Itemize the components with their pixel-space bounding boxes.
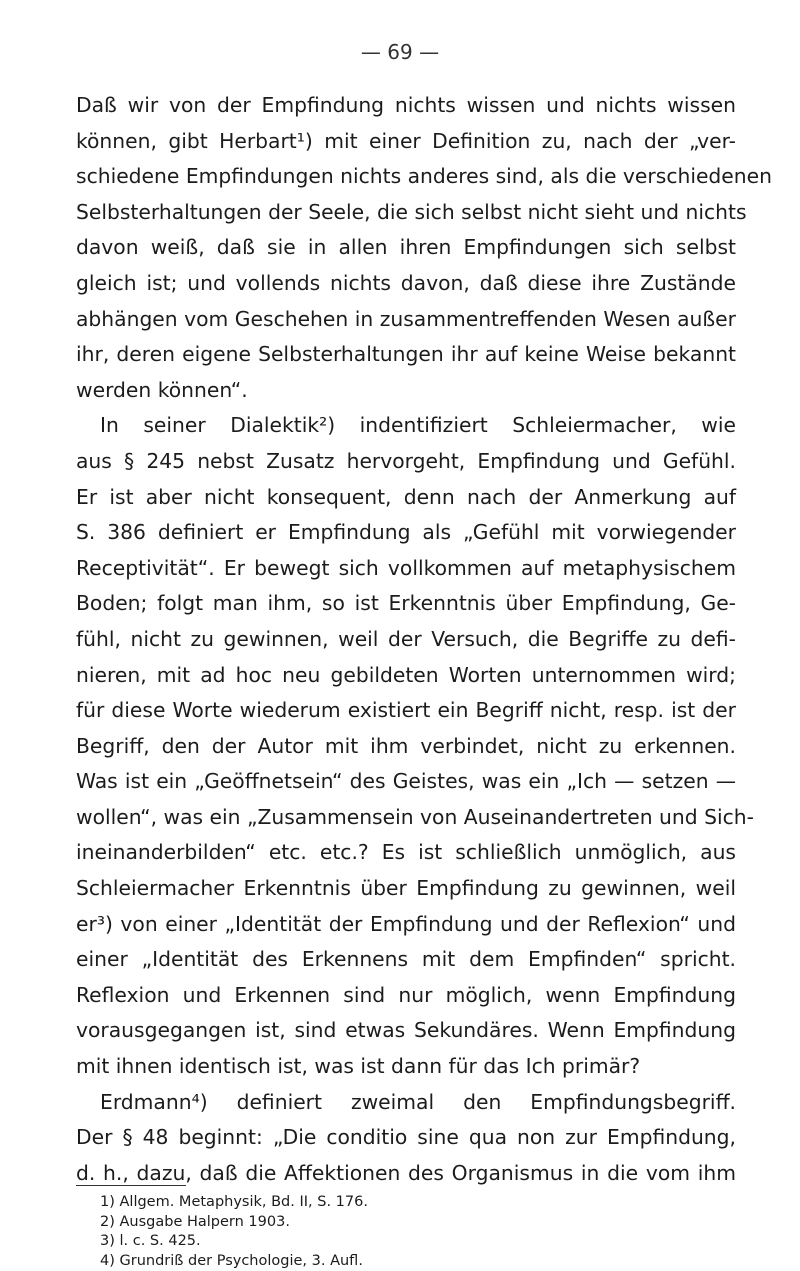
text-line: S. 386 definiert er Empfindung als „Gefühl mit vorwiegender — [76, 515, 736, 551]
body-text — [76, 88, 736, 1191]
text-line: davon weiß, daß sie in allen ihren Empfindungen sich selbst — [76, 230, 736, 266]
text-line: schiedene Empfindungen nichts anderes sind, als die verschiedenen — [76, 159, 736, 195]
text-line: ihr, deren eigene Selbsterhaltungen ihr auf keine Weise bekannt — [76, 337, 736, 373]
text-line: Was ist ein „Geöffnetsein“ des Geistes, was ein „Ich — setzen — — [76, 764, 736, 800]
text-line: Er ist aber nicht konsequent, denn nach der Anmerkung auf — [76, 480, 736, 516]
footnote-divider — [76, 1185, 186, 1186]
text-line: aus § 245 nebst Zusatz hervorgeht, Empfindung und Gefühl. — [76, 444, 736, 480]
text-line: d. h., dazu, daß die Affektionen des Organismus in die vom ihm — [76, 1156, 736, 1192]
text-line: Der § 48 beginnt: „Die conditio sine qua non zur Empfindung, — [76, 1120, 736, 1156]
text-line: Begriff, den der Autor mit ihm verbindet, nicht zu erkennen. — [76, 729, 736, 765]
page-number: — 69 — — [0, 40, 800, 64]
text-line: Boden; folgt man ihm, so ist Erkenntnis über Empfindung, Ge- — [76, 586, 736, 622]
text-line: Daß wir von der Empfindung nichts wissen und nichts wissen — [76, 88, 736, 124]
text-line: gleich ist; und vollends nichts davon, daß diese ihre Zustände — [76, 266, 736, 302]
text-line: einer „Identität des Erkennens mit dem Empfinden“ spricht. — [76, 942, 736, 978]
text-line: ineinanderbilden“ etc. etc.? Es ist schließlich unmöglich, aus — [76, 835, 736, 871]
footnote: 3) l. c. S. 425. — [100, 1232, 368, 1252]
footnotes — [100, 1193, 368, 1271]
text-line: werden können“. — [76, 373, 736, 409]
text-line: In seiner Dialektik²) indentifiziert Schleiermacher, wie — [76, 408, 736, 444]
text-line: er³) von einer „Identität der Empfindung und der Reflexion“ und — [76, 907, 736, 943]
text-line: nieren, mit ad hoc neu gebildeten Worten unternommen wird; — [76, 658, 736, 694]
text-line: Reflexion und Erkennen sind nur möglich, wenn Empfindung — [76, 978, 736, 1014]
text-line: für diese Worte wiederum existiert ein Begriff nicht, resp. ist der — [76, 693, 736, 729]
text-line: vorausgegangen ist, sind etwas Sekundäres. Wenn Empfindung — [76, 1013, 736, 1049]
text-line: mit ihnen identisch ist, was ist dann für das Ich primär? — [76, 1049, 736, 1085]
text-line: Receptivität“. Er bewegt sich vollkommen auf metaphysischem — [76, 551, 736, 587]
text-line: wollen“, was ein „Zusammensein von Auseinandertreten und Sich- — [76, 800, 736, 836]
text-line: Schleiermacher Erkenntnis über Empfindung zu gewinnen, weil — [76, 871, 736, 907]
text-line: können, gibt Herbart¹) mit einer Definition zu, nach der „ver- — [76, 124, 736, 160]
footnote: 4) Grundriß der Psychologie, 3. Aufl. — [100, 1252, 368, 1271]
footnote: 2) Ausgabe Halpern 1903. — [100, 1213, 368, 1233]
text-line: Selbsterhaltungen der Seele, die sich selbst nicht sieht und nichts — [76, 195, 736, 231]
text-line: Erdmann⁴) definiert zweimal den Empfindungsbegriff. — [76, 1085, 736, 1121]
footnote: 1) Allgem. Metaphysik, Bd. II, S. 176. — [100, 1193, 368, 1213]
text-line: abhängen vom Geschehen in zusammentreffenden Wesen außer — [76, 302, 736, 338]
text-line: fühl, nicht zu gewinnen, weil der Versuch, die Begriffe zu defi- — [76, 622, 736, 658]
